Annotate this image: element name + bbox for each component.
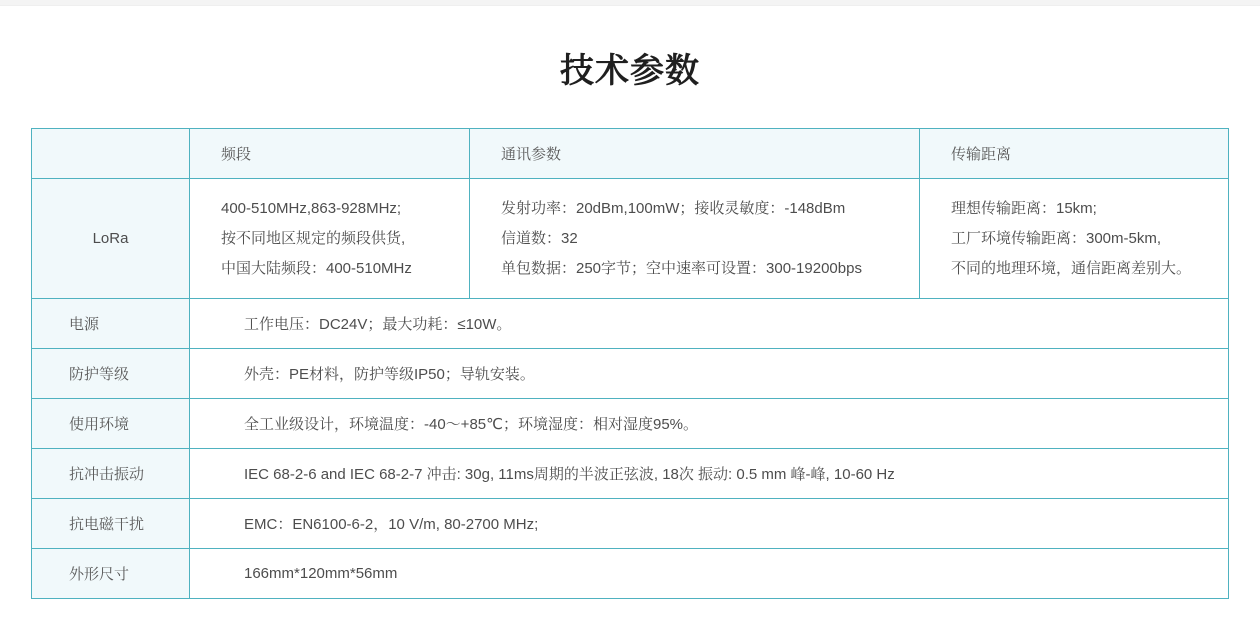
row-label: 电源 <box>32 299 190 349</box>
table-row-power <box>32 299 1229 349</box>
top-strip <box>0 0 1260 6</box>
row-value: IEC 68-2-6 and IEC 68-2-7 冲击: 30g, 11ms周期的半波正弦波, 18次 振动: 0.5 mm 峰-峰, 10-60 Hz <box>190 449 1229 499</box>
lora-comm-params-cell <box>470 179 920 299</box>
row-label: 抗电磁干扰 <box>32 499 190 549</box>
comm-line: 发射功率：20dBm,100mW；接收灵敏度：-148dBm <box>501 199 846 217</box>
row-label: 使用环境 <box>32 399 190 449</box>
table-row-lora <box>32 179 1229 299</box>
lora-distance-cell <box>920 179 1229 299</box>
band-line: 按不同地区规定的频段供货, <box>221 229 406 247</box>
band-line: 中国大陆频段：400-510MHz <box>221 259 412 277</box>
row-value: 166mm*120mm*56mm <box>190 549 1229 599</box>
distance-line: 不同的地理环境，通信距离差别大。 <box>951 259 1192 277</box>
header-cell-comm-params: 通讯参数 <box>470 129 920 179</box>
row-value: 全工业级设计，环境温度：-40～+85℃；环境湿度：相对湿度95%。 <box>190 399 1229 449</box>
distance-line: 工厂环境传输距离：300m-5km, <box>951 229 1162 247</box>
technical-parameters-table <box>31 128 1229 599</box>
table-row-shock-vibration <box>32 449 1229 499</box>
header-cell-band: 频段 <box>190 129 470 179</box>
row-label: 抗冲击振动 <box>32 449 190 499</box>
comm-line: 信道数：32 <box>501 229 578 247</box>
row-value: EMC：EN6100-6-2，10 V/m, 80-2700 MHz; <box>190 499 1229 549</box>
table-header-row <box>32 129 1229 179</box>
table-row-protection-rating <box>32 349 1229 399</box>
lora-label: LoRa <box>32 179 190 299</box>
table-row-emi-resistance <box>32 499 1229 549</box>
header-cell-blank <box>32 129 190 179</box>
page-title: 技术参数 <box>560 52 700 90</box>
table-row-operating-environment <box>32 399 1229 449</box>
row-label: 外形尺寸 <box>32 549 190 599</box>
comm-line: 单包数据：250字节；空中速率可设置：300-19200bps <box>501 259 862 277</box>
header-cell-distance: 传输距离 <box>920 129 1229 179</box>
distance-line: 理想传输距离：15km; <box>951 199 1097 217</box>
band-line: 400-510MHz,863-928MHz; <box>221 199 402 217</box>
row-label: 防护等级 <box>32 349 190 399</box>
table-row-dimensions <box>32 549 1229 599</box>
lora-band-cell <box>190 179 470 299</box>
row-value: 外壳：PE材料，防护等级IP50；导轨安装。 <box>190 349 1229 399</box>
row-value: 工作电压：DC24V；最大功耗：≤10W。 <box>190 299 1229 349</box>
